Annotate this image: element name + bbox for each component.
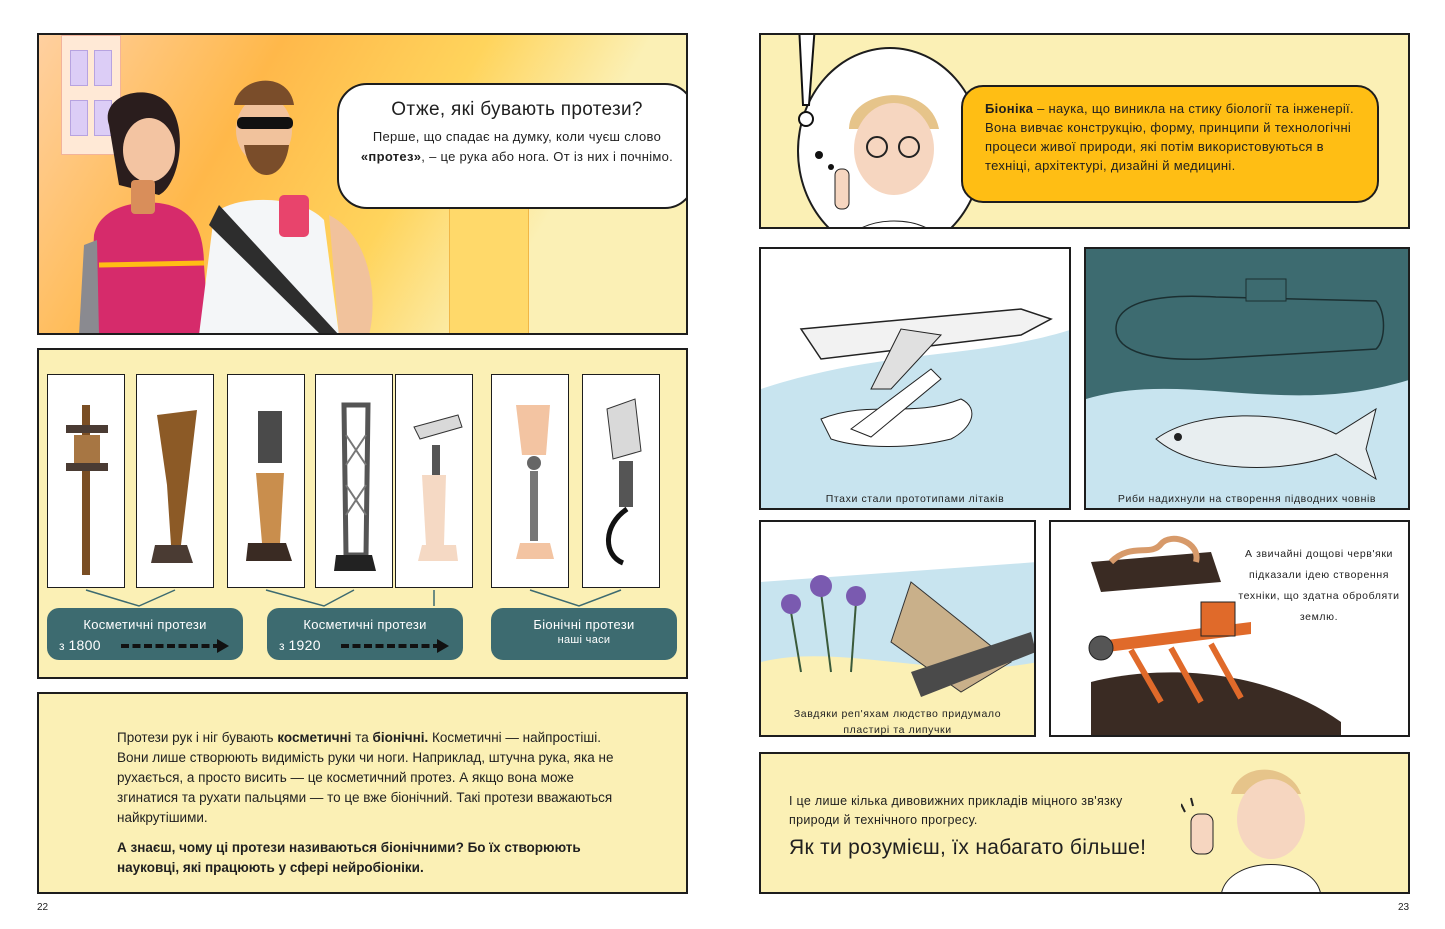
waving-boy-illustration (1181, 754, 1410, 894)
caption-fish: Риби надихнули на створення підводних човнів (1117, 493, 1377, 505)
timeline-badge-1800 (47, 608, 243, 660)
dashed-arrow (121, 644, 221, 648)
arrow-head-icon (217, 639, 229, 653)
prosthesis-timeline-panel (37, 348, 688, 679)
scene-worms-plough (1049, 520, 1410, 737)
info-paragraph-1: Протези рук і ніг бувають косметичні та біонічні. Косметичні — найпростіші. Вони лише створюють видимість руки чи ноги. Наприклад, штучна рука, яка не рухається, а просто висить — це косметичний протез. А якщо вона може згинатися та рухати пальцями — то це вже біонічний. Такі протези вважаються найкрутішими. (117, 730, 614, 825)
comic-panel-couple (37, 33, 688, 335)
bubble-question: Отже, які бувають протези? (391, 99, 643, 120)
info-text (117, 728, 617, 888)
badge-year: з 1920 (279, 637, 321, 653)
badge-title: Косметичні протези (83, 617, 207, 632)
definition-box (961, 85, 1379, 203)
definition-text: – наука, що виникла на стику біології та інженерії. Вона вивчає конструкцію, форму, принципи й технологічні процеси живої природи, які потім використовуються в техніці, архітектурі, дизайні й медицині. (985, 101, 1354, 173)
badge-title: Косметичні протези (303, 617, 427, 632)
closing-panel (759, 752, 1410, 894)
submarine-fish-illustration (1086, 249, 1410, 510)
dashed-arrow (341, 644, 441, 648)
badge-title: Біонічні протези (533, 617, 635, 632)
burdock-velcro-illustration (761, 522, 1036, 737)
closing-text: І це лише кілька дивовижних прикладів міцного зв'язку природи й технічного прогресу. (789, 794, 1123, 827)
definition-term: Біоніка (985, 101, 1034, 116)
badge-year: з 1800 (59, 637, 101, 653)
timeline-badge-1920 (267, 608, 463, 660)
page-number-right: 23 (1398, 902, 1410, 913)
badge-subtitle: наші часи (557, 634, 611, 646)
bubble-text: Перше, що спадає на думку, коли чуєш слово «протез», – це рука або нога. От із них і почнімо. (360, 129, 674, 164)
caption-birds: Птахи стали прототипами літаків (825, 493, 1005, 505)
caption-burdock: Завдяки реп'яхам людство придумало пластирі та липучки (793, 708, 1002, 736)
bionics-definition-panel (759, 33, 1410, 229)
scene-burdock-velcro (759, 520, 1036, 737)
closing-headline: Як ти розумієш, їх набагато більше! (789, 836, 1147, 859)
page-number-left: 22 (37, 902, 49, 913)
timeline-badge-bionic (491, 608, 677, 660)
info-paragraph-2: А знаєш, чому ці протези називаються біонічними? Бо їх створюють науковці, які працюють у сфері нейробіоніки. (117, 840, 581, 875)
scene-fish-submarine (1084, 247, 1410, 510)
speech-bubble (337, 83, 688, 209)
exclamation-icon (781, 33, 841, 175)
plane-bird-illustration (761, 249, 1071, 510)
caption-worms: А звичайні дощові черв'яки підказали ідею створення техніки, що здатна обробляти землю. (1238, 548, 1400, 623)
arrow-head-icon (437, 639, 449, 653)
info-text-panel (37, 692, 688, 894)
scene-birds-planes (759, 247, 1071, 510)
